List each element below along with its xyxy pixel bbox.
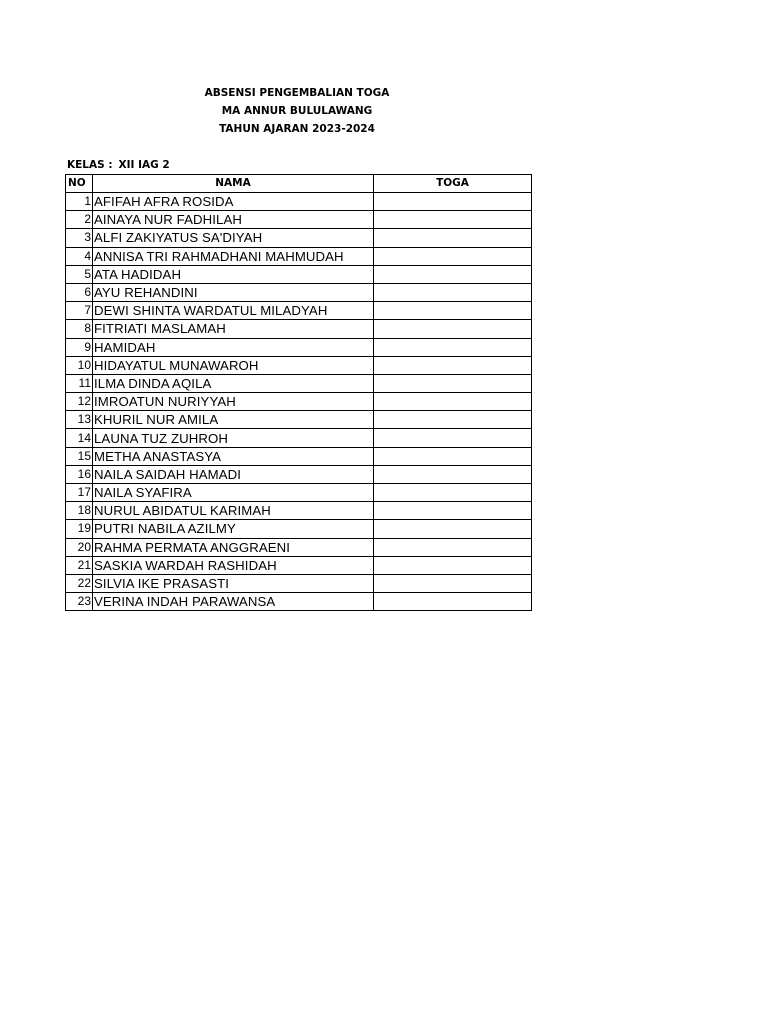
column-header-no: NO <box>66 175 93 193</box>
row-number-cell: 3 <box>66 229 93 247</box>
row-number-cell: 22 <box>66 574 93 592</box>
student-name-cell: ANNISA TRI RAHMADHANI MAHMUDAH <box>93 247 374 265</box>
student-name-cell: NURUL ABIDATUL KARIMAH <box>93 502 374 520</box>
student-name-cell: LAUNA TUZ ZUHROH <box>93 429 374 447</box>
student-name-cell: ATA HADIDAH <box>93 265 374 283</box>
toga-cell[interactable] <box>374 465 532 483</box>
row-number-cell: 15 <box>66 447 93 465</box>
student-name-cell: NAILA SYAFIRA <box>93 484 374 502</box>
row-number-cell: 10 <box>66 356 93 374</box>
student-name-cell: IMROATUN NURIYYAH <box>93 393 374 411</box>
toga-cell[interactable] <box>374 302 532 320</box>
document-title: ABSENSI PENGEMBALIAN TOGA <box>204 87 390 99</box>
toga-cell[interactable] <box>374 265 532 283</box>
toga-cell[interactable] <box>374 502 532 520</box>
toga-cell[interactable] <box>374 429 532 447</box>
table-row <box>66 465 532 483</box>
row-number-cell: 18 <box>66 502 93 520</box>
toga-cell[interactable] <box>374 338 532 356</box>
table-row <box>66 211 532 229</box>
student-name-cell: AFIFAH AFRA ROSIDA <box>93 193 374 211</box>
student-name-cell: HAMIDAH <box>93 338 374 356</box>
row-number-cell: 23 <box>66 593 93 611</box>
table-row <box>66 538 532 556</box>
table-row <box>66 556 532 574</box>
class-label: KELAS : <box>67 159 113 171</box>
table-row <box>66 393 532 411</box>
table-row <box>66 302 532 320</box>
row-number-cell: 7 <box>66 302 93 320</box>
row-number-cell: 19 <box>66 520 93 538</box>
table-row <box>66 265 532 283</box>
toga-cell[interactable] <box>374 556 532 574</box>
table-row <box>66 356 532 374</box>
table-row <box>66 593 532 611</box>
toga-cell[interactable] <box>374 538 532 556</box>
table-row <box>66 484 532 502</box>
row-number-cell: 5 <box>66 265 93 283</box>
student-name-cell: DEWI SHINTA WARDATUL MILADYAH <box>93 302 374 320</box>
row-number-cell: 12 <box>66 393 93 411</box>
student-name-cell: FITRIATI MASLAMAH <box>93 320 374 338</box>
row-number-cell: 4 <box>66 247 93 265</box>
table-row <box>66 283 532 301</box>
student-name-cell: AYU REHANDINI <box>93 283 374 301</box>
toga-cell[interactable] <box>374 211 532 229</box>
table-row <box>66 320 532 338</box>
student-name-cell: VERINA INDAH PARAWANSA <box>93 593 374 611</box>
toga-cell[interactable] <box>374 393 532 411</box>
table-row <box>66 338 532 356</box>
student-name-cell: AINAYA NUR FADHILAH <box>93 211 374 229</box>
table-row <box>66 229 532 247</box>
student-name-cell: NAILA SAIDAH HAMADI <box>93 465 374 483</box>
table-row <box>66 447 532 465</box>
table-body <box>66 193 532 611</box>
table-row <box>66 502 532 520</box>
toga-cell[interactable] <box>374 229 532 247</box>
toga-cell[interactable] <box>374 320 532 338</box>
table-row <box>66 574 532 592</box>
toga-cell[interactable] <box>374 283 532 301</box>
student-name-cell: PUTRI NABILA AZILMY <box>93 520 374 538</box>
student-name-cell: SILVIA IKE PRASASTI <box>93 574 374 592</box>
row-number-cell: 20 <box>66 538 93 556</box>
class-info <box>67 157 170 173</box>
student-name-cell: SASKIA WARDAH RASHIDAH <box>93 556 374 574</box>
student-name-cell: ALFI ZAKIYATUS SA'DIYAH <box>93 229 374 247</box>
row-number-cell: 8 <box>66 320 93 338</box>
row-number-cell: 11 <box>66 374 93 392</box>
toga-cell[interactable] <box>374 411 532 429</box>
column-header-toga: TOGA <box>374 175 532 193</box>
class-value: XII IAG 2 <box>118 159 170 171</box>
row-number-cell: 14 <box>66 429 93 447</box>
column-header-name: NAMA <box>93 175 374 193</box>
student-name-cell: KHURIL NUR AMILA <box>93 411 374 429</box>
row-number-cell: 16 <box>66 465 93 483</box>
table-row <box>66 520 532 538</box>
row-number-cell: 6 <box>66 283 93 301</box>
table-row <box>66 247 532 265</box>
student-name-cell: HIDAYATUL MUNAWAROH <box>93 356 374 374</box>
toga-cell[interactable] <box>374 447 532 465</box>
table-header-row <box>66 175 532 193</box>
table-row <box>66 411 532 429</box>
toga-cell[interactable] <box>374 520 532 538</box>
row-number-cell: 21 <box>66 556 93 574</box>
table-row <box>66 193 532 211</box>
toga-cell[interactable] <box>374 593 532 611</box>
attendance-table <box>65 174 532 611</box>
row-number-cell: 17 <box>66 484 93 502</box>
document-header <box>160 84 434 138</box>
student-name-cell: RAHMA PERMATA ANGGRAENI <box>93 538 374 556</box>
toga-cell[interactable] <box>374 356 532 374</box>
row-number-cell: 1 <box>66 193 93 211</box>
toga-cell[interactable] <box>374 374 532 392</box>
academic-year: TAHUN AJARAN 2023-2024 <box>219 123 375 135</box>
toga-cell[interactable] <box>374 193 532 211</box>
toga-cell[interactable] <box>374 574 532 592</box>
student-name-cell: METHA ANASTASYA <box>93 447 374 465</box>
toga-cell[interactable] <box>374 247 532 265</box>
row-number-cell: 2 <box>66 211 93 229</box>
row-number-cell: 13 <box>66 411 93 429</box>
table-row <box>66 374 532 392</box>
toga-cell[interactable] <box>374 484 532 502</box>
student-name-cell: ILMA DINDA AQILA <box>93 374 374 392</box>
row-number-cell: 9 <box>66 338 93 356</box>
table-row <box>66 429 532 447</box>
school-name: MA ANNUR BULULAWANG <box>221 105 373 117</box>
